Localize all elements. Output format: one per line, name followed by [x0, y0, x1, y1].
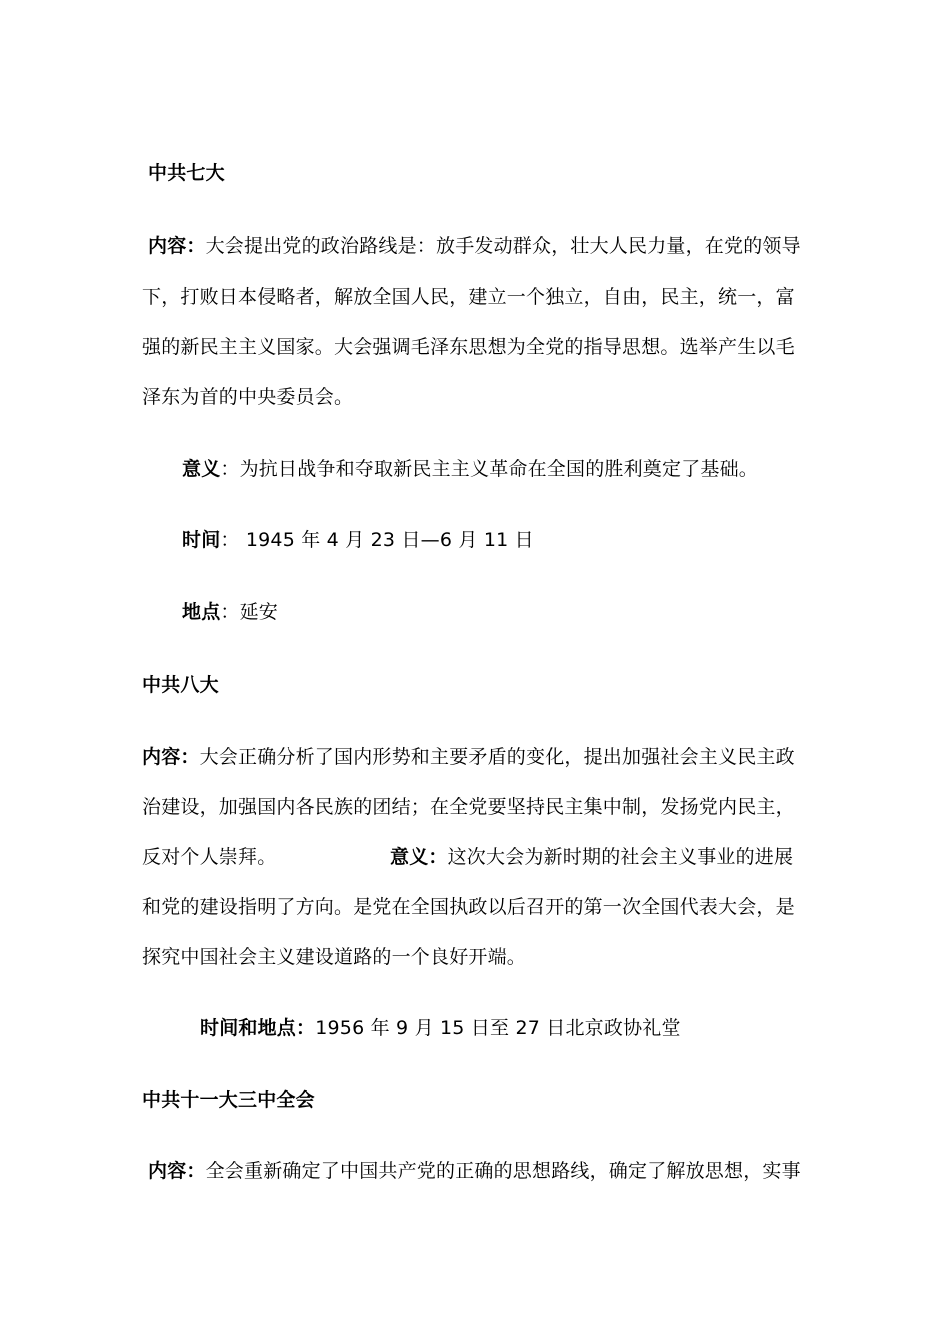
- meaning-text: 这次大会为新时期的社会主义事业的进展: [447, 846, 794, 868]
- content-7th-line-4: 泽东为首的中央委员会。: [142, 386, 354, 408]
- content-text: 大会正确分析了国内形势和主要矛盾的变化，提出加强社会主义民主政: [199, 746, 795, 768]
- meaning-8th-line-2: 和党的建设指明了方向。是党在全国执政以后召开的第一次全国代表大会，是: [142, 896, 795, 918]
- content-11th-line-1: [148, 1158, 801, 1184]
- content-label: 内容：: [148, 1160, 206, 1182]
- content-text: 全会重新确定了中国共产党的正确的思想路线，确定了解放思想，实事: [205, 1160, 801, 1182]
- content-label: 内容：: [148, 235, 206, 257]
- place-text: ：延安: [220, 601, 279, 623]
- content-8th-line-3: 反对个人崇拜。: [142, 846, 277, 868]
- timeplace-text: 1956 年 9 月 15 日至 27 日北京政协礼堂: [315, 1017, 681, 1039]
- content-8th-line-2: 治建设，加强国内各民族的团结；在全党要坚持民主集中制，发扬党内民主，: [142, 796, 795, 818]
- content-7th-line-3: 强的新民主主义国家。大会强调毛泽东思想为全党的指导思想。选举产生以毛: [142, 336, 795, 358]
- meaning-8th-line-1: [390, 844, 793, 870]
- content-8th-line-1: [142, 744, 795, 770]
- meaning-label: 意义: [182, 458, 221, 480]
- content-7th-line-2: 下，打败日本侵略者，解放全国人民，建立一个独立，自由，民主，统一，富: [142, 286, 795, 308]
- meaning-label: 意义：: [390, 846, 448, 868]
- section-title-7th: 中共七大: [148, 162, 225, 184]
- section-title-8th: 中共八大: [142, 674, 219, 696]
- meaning-8th-line-3: 探究中国社会主义建设道路的一个良好开端。: [142, 946, 527, 968]
- meaning-7th: [182, 456, 758, 482]
- content-text: 大会提出党的政治路线是：放手发动群众，壮大人民力量，在党的领导: [205, 235, 801, 257]
- content-label: 内容：: [142, 746, 200, 768]
- time-label: 时间: [182, 529, 221, 551]
- time-7th: [182, 527, 534, 553]
- place-7th: [182, 599, 278, 625]
- section-title-11th-3rd-plenum: 中共十一大三中全会: [142, 1089, 315, 1111]
- place-label: 地点: [182, 601, 221, 623]
- timeplace-label: 时间和地点：: [200, 1017, 316, 1039]
- content-7th-line-1: [148, 233, 801, 259]
- meaning-text: ：为抗日战争和夺取新民主主义革命在全国的胜利奠定了基础。: [220, 458, 759, 480]
- time-text: ： 1945 年 4 月 23 日—6 月 11 日: [220, 529, 534, 551]
- timeplace-8th: [200, 1015, 681, 1041]
